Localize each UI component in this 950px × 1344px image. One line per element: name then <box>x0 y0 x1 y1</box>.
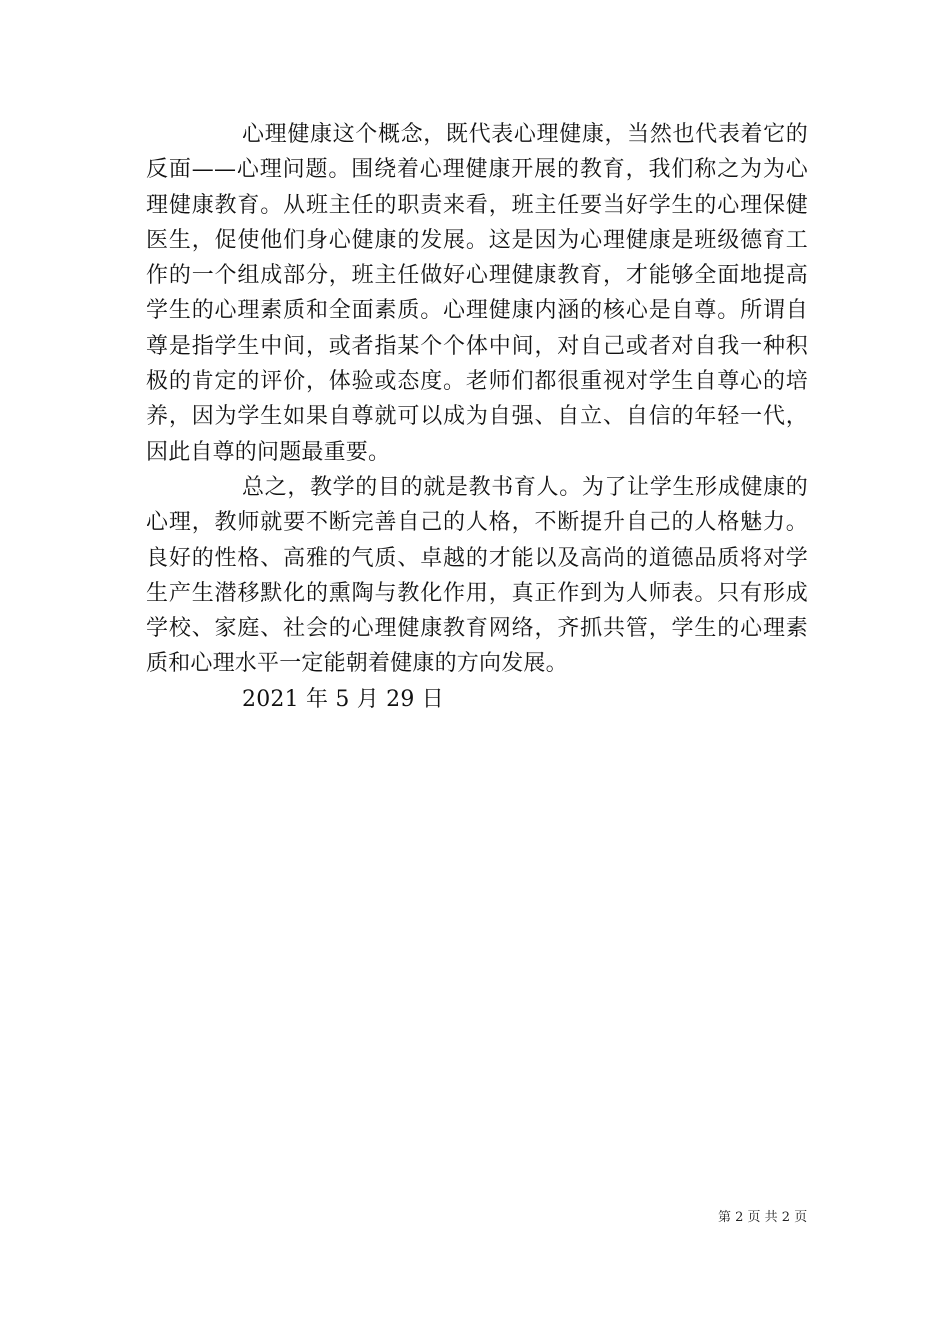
document-date: 2021 年 5 月 29 日 <box>242 686 444 712</box>
paragraph-conclusion: 总之，教学的目的就是教书育人。为了让学生形成健康的心理，教师就要不断完善自己的人格，不断提升自己的人格魅力。良好的性格、高雅的气质、卓越的才能以及高尚的道德品质将对学生产生潜移默化的熏陶与教化作用，真正作到为人师表。只有形成学校、家庭、社会的心理健康教育网络，齐抓共管，学生的心理素质和心理水平一定能朝着健康的方向发展。 <box>146 474 808 677</box>
page-number-footer: 第 2 页 共 2 页 <box>718 1210 808 1225</box>
paragraph-mental-health-concept: 心理健康这个概念，既代表心理健康，当然也代表着它的反面——心理问题。围绕着心理健康开展的教育，我们称之为为心理健康教育。从班主任的职责来看，班主任要当好学生的心理保健医生，促使他们身心健康的发展。这是因为心理健康是班级德育工作的一个组成部分，班主任做好心理健康教育，才能够全面地提高学生的心理素质和全面素质。心理健康内涵的核心是自尊。所谓自尊是指学生中间，或者指某个个体中间，对自己或者对自我一种积极的肯定的评价，体验或态度。老师们都很重视对学生自尊心的培养，因为学生如果自尊就可以成为自强、自立、自信的年轻一代，因此自尊的问题最重要。 <box>146 122 808 465</box>
document-body <box>146 117 808 717</box>
